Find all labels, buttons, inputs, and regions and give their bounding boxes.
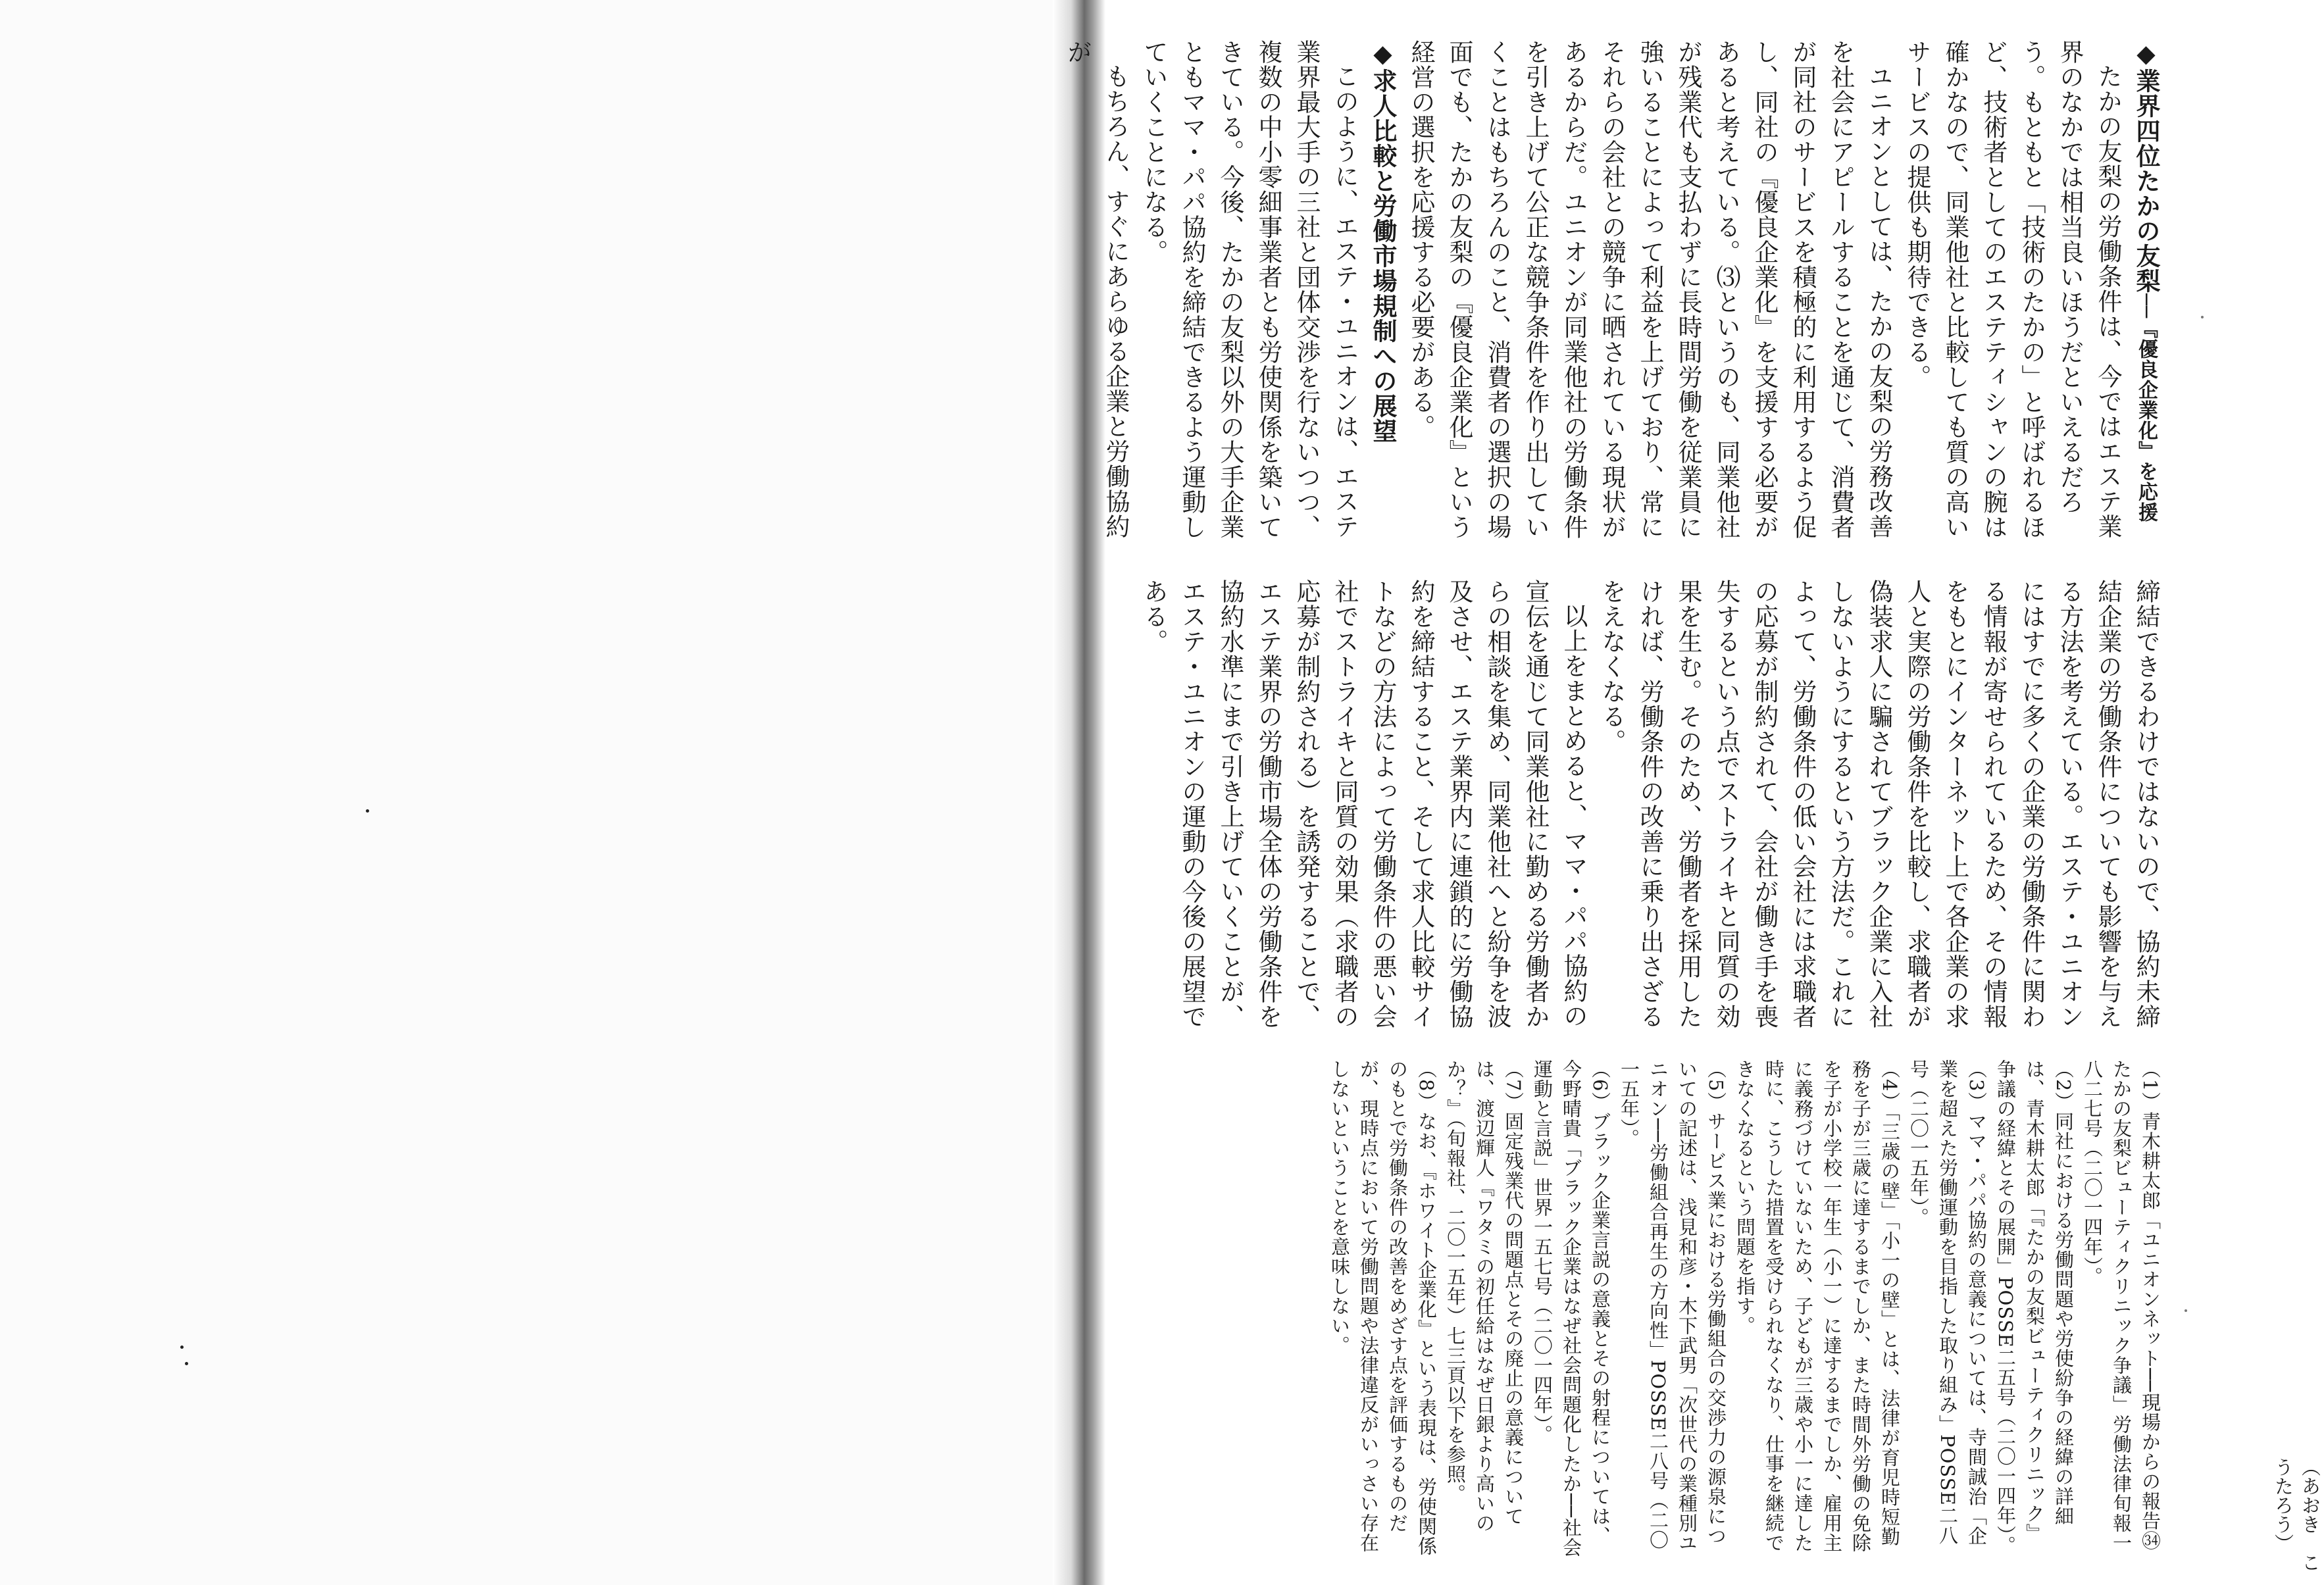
footnote: （5）サービス業における労働組合の交渉力の源泉についての記述は、浅見和彦・木下武男「次世代の業種別ユニオン──労働組合再生の方向性」POSSE二八号（二〇一五年）。: [1618, 1059, 1727, 1553]
section-heading-outlook: ◆求人比較と労働市場規制への展望: [1369, 39, 1397, 443]
scan-speck: [180, 1346, 184, 1349]
right-page: [1063, 0, 2321, 1585]
footnote: （2）同社における労働問題や労使紛争の経緯の詳細は、青木耕太郎「『たかの友梨ビューティクリニック』争議の経緯とその展開」POSSE二五号（二〇一四年）。: [1994, 1059, 2075, 1556]
paragraph: ユニオンとしては、たかの友梨の労務改善を社会にアピールすることを通じて、消費者が同社のサービスを積極的に利用するよう促し、同社の『優良企業化』を支援する必要があると考えている。⑶というのも、同業他社が残業代も支払わずに長時間労働を従業員に強いることによって利益を上げており、常にそれらの会社との競争に晒されている現状があるからだ。ユニオンが同業他社の労働条件を引き上げて公正な競争条件を作り出していくことはもちろんのこと、消費者の選択の場面でも、たかの友梨の『優良企業化』という経営の選択を応援する必要がある。: [1407, 39, 1893, 540]
paragraph: このように、エステ・ユニオンは、エステ業界最大手の三社と団体交渉を行ないつつ、複数の中小零細事業者とも労使関係を築いてきている。今後、たかの友梨以外の大手企業ともママ・パパ協約を締結できるよう運動していくことになる。: [1140, 39, 1359, 540]
footnote: （1）青木耕太郎「ユニオンネット──現場からの報告㉞たかの友梨ビューティクリニック争議」労働法律旬報一八二七号（二〇一四年）。: [2081, 1059, 2161, 1553]
upper-tier: [1058, 39, 2165, 540]
footnote: （4）「三歳の壁」「小一の壁」とは、法律が育児時短勤務を子が三歳に達するまでしか、また時間外労働の免除を子が小学校一年生（小一）に達するまでしか、雇用主に義務づけていないため、子どもが三歳や小一に達した時に、こうした措置を受けられなくなり、仕事を継続できなくなるという問題を指す。: [1734, 1059, 1901, 1553]
scan-speck: [366, 809, 369, 813]
paragraph: もちろん、すぐにあらゆる企業と労働協約が: [1063, 39, 1130, 539]
paragraph: たかの友梨の労働条件は、今ではエステ業界のなかでは相当良いほうだといえるだろう。もともと「技術のたかの」と呼ばれるほど、技術者としてのエステティシャンの腕は確かなので、同業他社と比較しても質の高いサービスの提供も期待できる。: [1903, 39, 2122, 540]
paragraph: 締結できるわけではないので、協約未締結企業の労働条件についても影響を与える方法を考えている。エステ・ユニオンにはすでに多くの企業の労働条件に関わる情報が寄せられているため、その情報をもとにインターネット上で各企業の求人と実際の労働条件を比較し、求職者が偽装求人に騙されてブラック企業に入社しないようにするという方法だ。これによって、労働条件の低い会社には求職者の応募が制約されて、会社が働き手を喪失するという点でストライキと同質の効果を生む。そのため、労働者を採用したければ、労働条件の改善に乗り出さざるをえなくなる。: [1598, 579, 2160, 1029]
footnotes: [1325, 1059, 2165, 1559]
scan-speck: [2201, 316, 2204, 318]
author-reading: （あおき こうたろう）: [2272, 1457, 2321, 1572]
blank-left-page: [0, 0, 1059, 1585]
scan-speck: [185, 1362, 188, 1365]
footnote: （3）ママ・パパ協約の意義については、寺間誠治「企業を超えた労働運動を目指した取り組み」POSSE二八号（二〇一五年）。: [1907, 1059, 1988, 1546]
scan-speck: [2185, 1309, 2187, 1312]
footnote: （6）ブラック企業言説の意義とその射程については、今野晴貴「ブラック企業はなぜ社会問題化したか──社会運動と言説」世界一五七号（二〇一四年）。: [1531, 1059, 1611, 1557]
footnote: （8）なお、『ホワイト企業化』という表現は、労使関係のもとで労働条件の改善をめざす点を評価するものだが、現時点において労働問題や法律違反がいっさい存在しないということを意味しない。: [1328, 1059, 1438, 1556]
paragraph: 以上をまとめると、ママ・パパ協約の宣伝を通じて同業他社に勤める労働者からの相談を集め、同業他社へと紛争を波及させ、エステ業界内に連鎖的に労働協約を締結すること、そして求人比較サイトなどの方法によって労働条件の悪い会社でストライキと同質の効果（求職者の応募が制約される）を誘発することで、エステ業界の労働市場全体の労働条件を協約水準にまで引き上げていくことが、エステ・ユニオンの運動の今後の展望である。: [1140, 579, 1588, 1029]
section-heading-takano: ◆業界四位たかの友梨──『優良企業化』を応援: [2132, 39, 2160, 523]
footnote: （7）固定残業代の問題点とその廃止の意義については、渡辺輝人『ワタミの初任給はなぜ日銀より高いのか？』（旬報社、二〇一五年）七三頁以下を参照。: [1444, 1059, 1525, 1533]
lower-tier-body: [1134, 579, 2165, 1053]
